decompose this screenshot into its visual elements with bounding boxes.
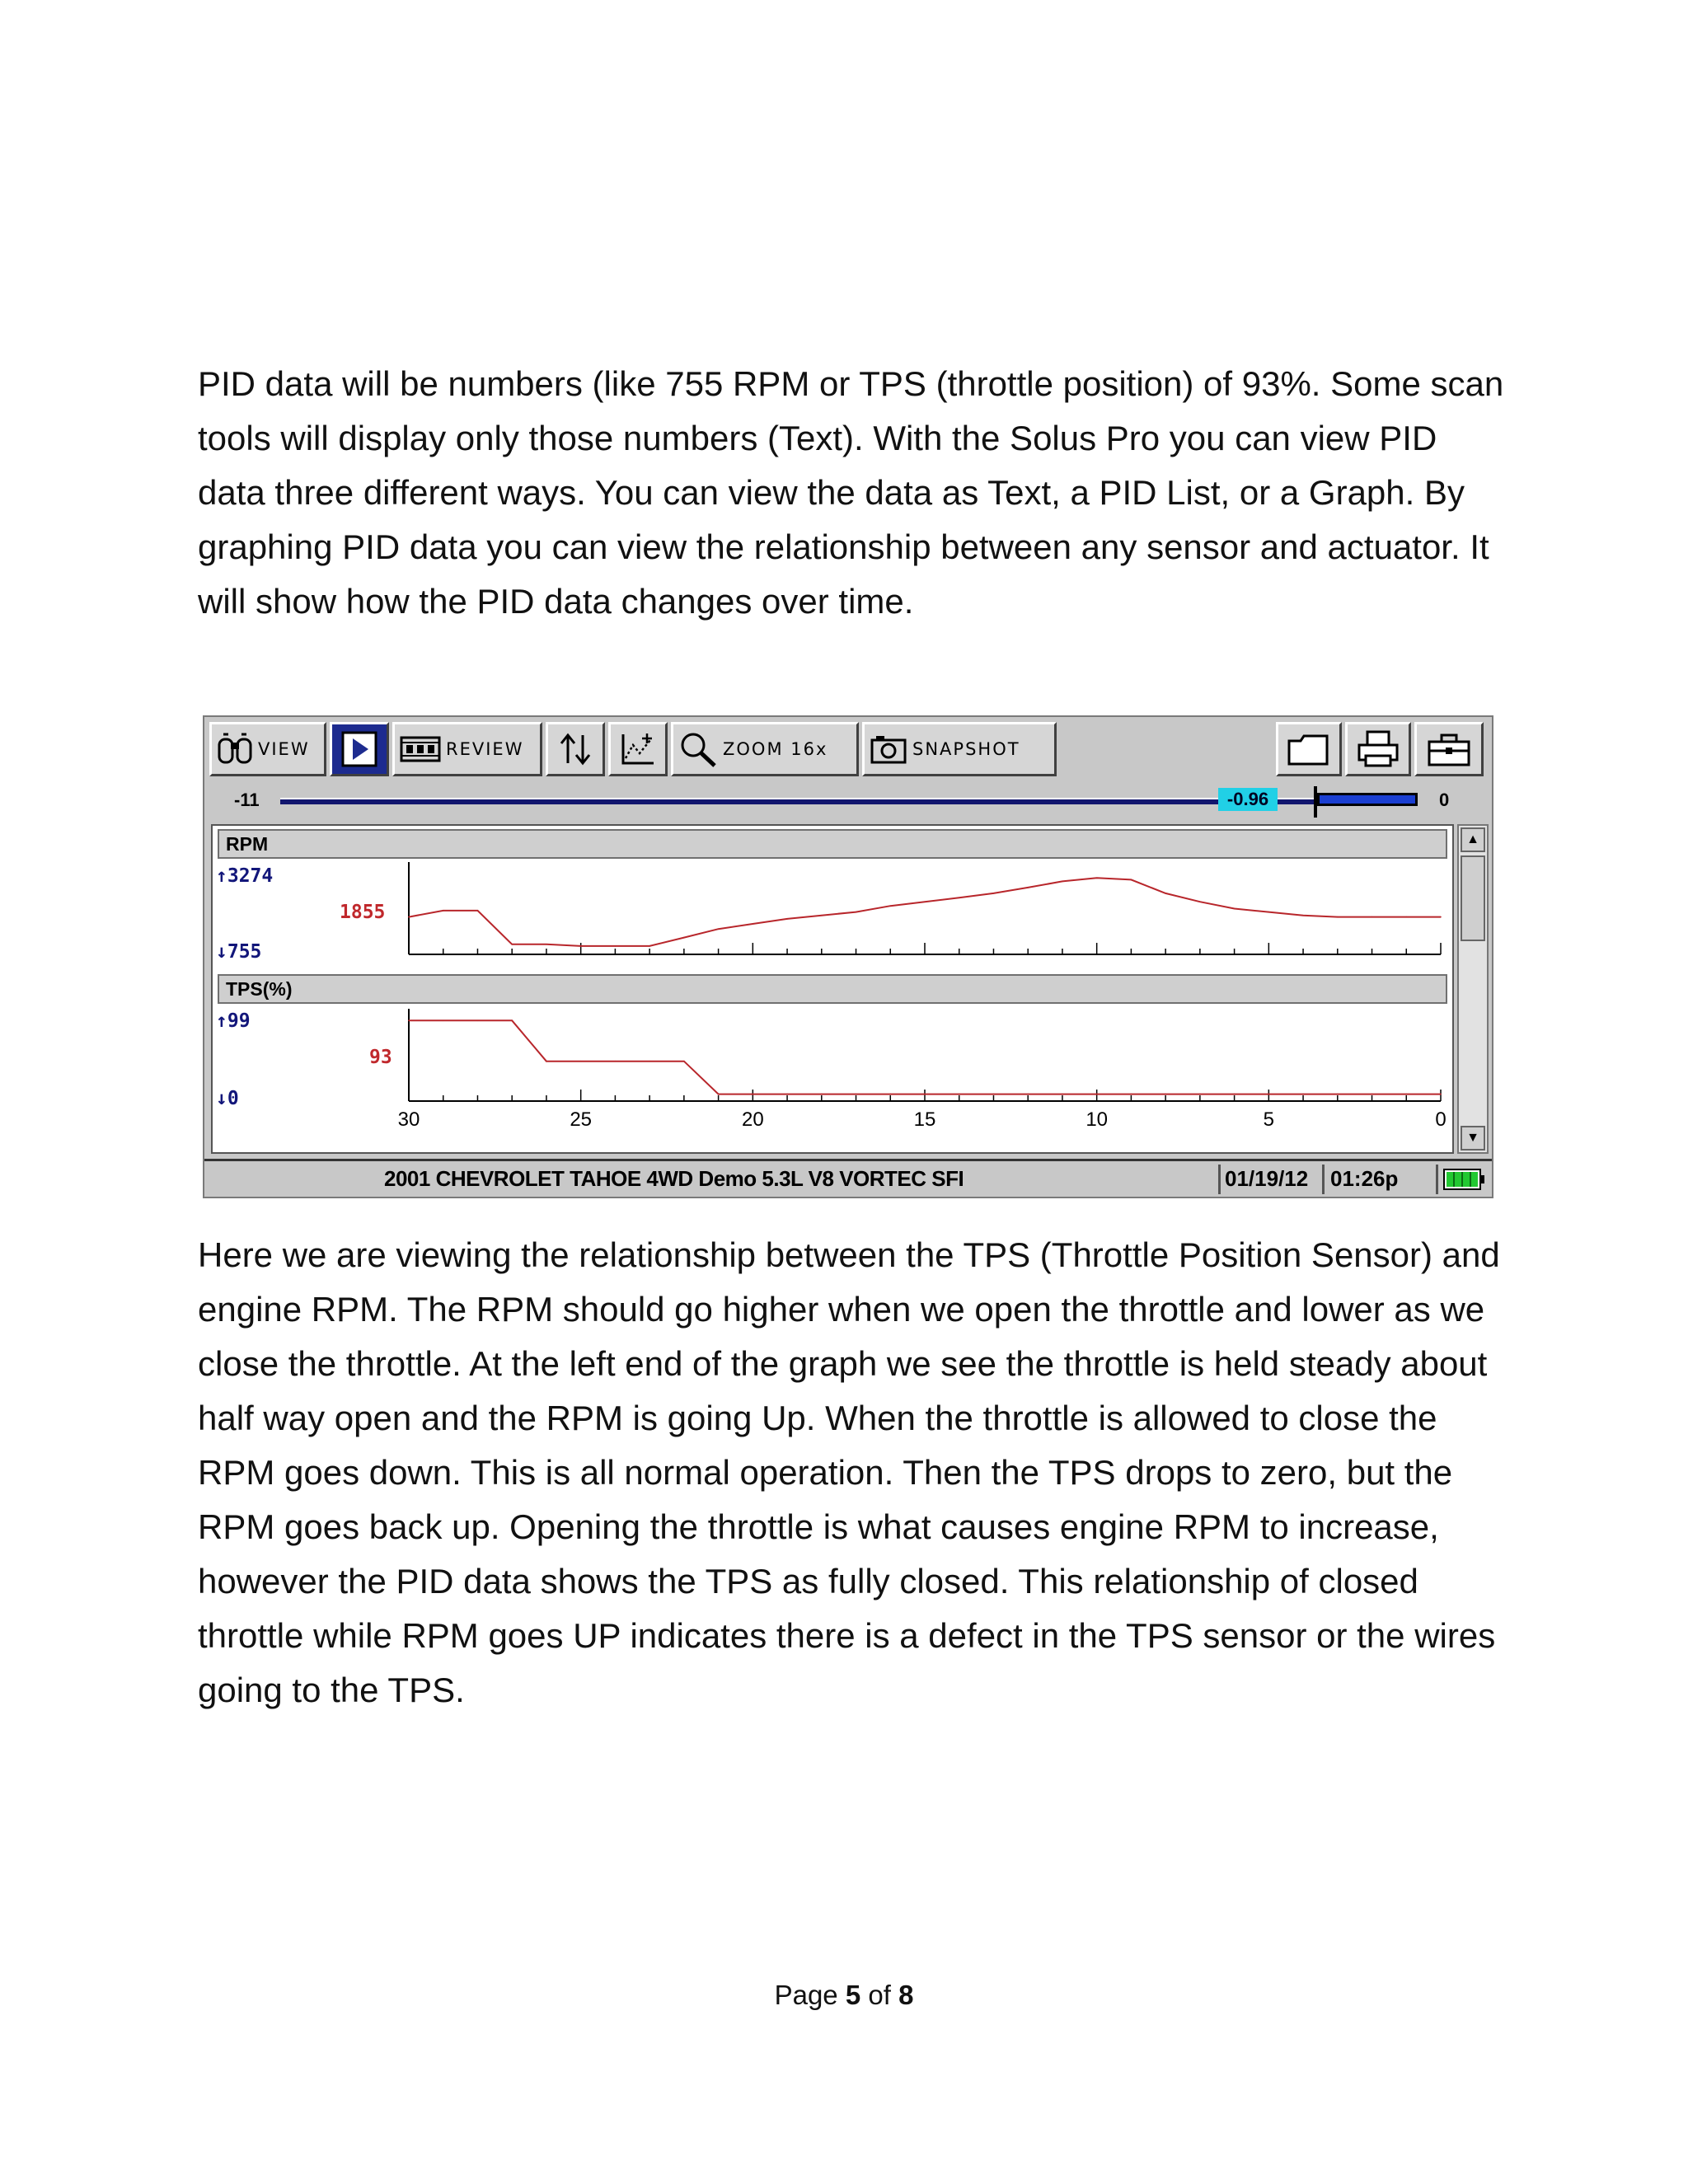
tps-data-point: [615, 1061, 617, 1062]
snapshot-label: SNAPSHOT: [912, 739, 1020, 759]
tps-data-point: [1302, 1094, 1304, 1095]
tps-data-point: [993, 1094, 995, 1095]
tps-data-point: [1337, 1094, 1339, 1095]
x-tick-label: 15: [913, 1108, 936, 1131]
tps-data-point: [1440, 1094, 1442, 1095]
status-bar: [204, 1159, 1492, 1197]
tps-data-point: [1165, 1094, 1166, 1095]
tps-data-point: [683, 1061, 685, 1062]
tps-data-point: [924, 1094, 926, 1095]
tps-data-point: [1234, 1094, 1236, 1095]
tps-data-point: [753, 1094, 754, 1095]
tps-max-label: ↑99: [216, 1010, 251, 1032]
tps-data-point: [821, 1094, 823, 1095]
zoom-label: ZOOM 16x: [723, 739, 828, 759]
rpm-data-point: [959, 898, 960, 899]
play-button[interactable]: [330, 722, 389, 776]
rpm-data-point: [443, 910, 444, 912]
rpm-data-point: [683, 937, 685, 939]
rpm-data-point: [649, 945, 650, 947]
tps-data-point: [959, 1094, 960, 1095]
rpm-data-point: [546, 944, 547, 945]
footer-page-total: 8: [898, 1980, 914, 2010]
folder-icon: [1286, 731, 1332, 767]
rpm-data-point: [718, 928, 720, 930]
scroll-up-icon[interactable]: ▲: [1461, 827, 1485, 852]
rpm-current-label: 1855: [340, 902, 386, 923]
rpm-data-point: [786, 918, 788, 920]
scroll-down-icon[interactable]: ▼: [1461, 1126, 1485, 1151]
intro-paragraph: PID data will be numbers (like 755 RPM or TPS (throttle position) of 93%. Some scan tools will display only those numbers (Text). With the Solus Pro you can view PID data three different ways. You can view the data as Text, a PID List, or a Graph. By graphing PID data you can view the relationship between any sensor and actuator. It will show how the PID data changes over time.: [198, 364, 1504, 621]
folder-button[interactable]: [1276, 722, 1342, 776]
rpm-data-point: [511, 944, 513, 945]
scroll-toggle-button[interactable]: [546, 722, 605, 776]
tps-data-point: [580, 1061, 582, 1062]
filmstrip-icon: [400, 733, 441, 766]
rpm-data-point: [1096, 878, 1098, 879]
tps-data-point: [1096, 1094, 1098, 1095]
x-tick-label: 10: [1085, 1108, 1109, 1131]
tps-data-point: [1406, 1094, 1408, 1095]
rpm-data-point: [1165, 893, 1166, 894]
tps-data-point: [649, 1061, 650, 1062]
tps-data-point: [890, 1094, 892, 1095]
tps-data-point: [1062, 1094, 1063, 1095]
binoculars-icon: [217, 731, 253, 767]
time-slider[interactable]: [204, 783, 1492, 816]
rpm-data-point: [856, 912, 857, 913]
rpm-data-point: [821, 915, 823, 916]
tools-button[interactable]: [1414, 722, 1484, 776]
tps-data-point: [856, 1094, 857, 1095]
tps-panel-header[interactable]: TPS(%): [218, 974, 1447, 1004]
vehicle-description: 2001 CHEVROLET TAHOE 4WD Demo 5.3L V8 VORTEC SFI: [384, 1166, 964, 1191]
rpm-data-point: [1234, 908, 1236, 910]
graph-cursor-button[interactable]: [608, 722, 668, 776]
rpm-data-point: [753, 923, 754, 925]
x-tick-label: 20: [741, 1108, 764, 1131]
tps-data-point: [546, 1061, 547, 1062]
explanation-paragraph: Here we are viewing the relationship between the TPS (Throttle Position Sensor) and engine RPM. The RPM should go higher when we open the throttle and lower as we close the throttle. At the left end of the graph we see the throttle is held steady about half way open and the RPM is going Up. When the throttle is allowed to close the RPM goes down. This is all normal operation. Then the TPS drops to zero, but the RPM goes back up. Opening the throttle is what causes engine RPM to increase, however the PID data shows the TPS as fully closed. This relationship of closed throttle while RPM goes UP indicates there is a defect in the TPS sensor or the wires going to the TPS.: [198, 1235, 1500, 1709]
rpm-data-point: [1027, 887, 1029, 888]
tps-data-point: [1131, 1094, 1132, 1095]
view-label: VIEW: [258, 739, 310, 759]
status-separator: [1322, 1165, 1325, 1194]
toolbox-icon: [1426, 730, 1472, 768]
rpm-data-point: [924, 901, 926, 902]
camera-icon: [870, 733, 907, 766]
review-button[interactable]: [392, 722, 542, 776]
x-tick-label: 30: [397, 1108, 420, 1131]
graph-cursor-icon: [619, 730, 657, 768]
tps-data-point: [511, 1020, 513, 1022]
rpm-data-point: [1440, 916, 1442, 918]
slider-current-value: -0.96: [1218, 788, 1278, 811]
rpm-trace-line: [409, 878, 1441, 946]
rpm-data-point: [1131, 879, 1132, 881]
print-button[interactable]: [1345, 722, 1411, 776]
tps-data-point: [1027, 1094, 1029, 1095]
graph-scrollbar[interactable]: [1457, 824, 1489, 1154]
zoom-button[interactable]: [671, 722, 859, 776]
pid-plot: [213, 826, 1452, 1152]
slider-max-value: 0: [1439, 790, 1450, 810]
x-tick-label: 0: [1435, 1108, 1447, 1131]
tps-data-point: [477, 1020, 479, 1022]
slider-min-value: -11: [234, 790, 260, 810]
rpm-data-point: [890, 905, 892, 907]
status-date: 01/19/12: [1225, 1166, 1309, 1191]
battery-icon: [1442, 1168, 1485, 1191]
rpm-data-point: [1199, 901, 1201, 902]
rpm-max-label: ↑3274: [216, 865, 274, 887]
footer-of-word: of: [868, 1980, 891, 2010]
rpm-min-label: ↓755: [216, 941, 262, 963]
tps-data-point: [1268, 1094, 1270, 1095]
footer-page-number: 5: [845, 1980, 861, 2010]
tps-current-label: 93: [369, 1047, 392, 1068]
x-tick-label: 5: [1263, 1108, 1275, 1131]
x-tick-label: 25: [570, 1108, 593, 1131]
magnifier-icon: [678, 730, 718, 768]
view-button[interactable]: [209, 722, 326, 776]
rpm-data-point: [993, 893, 995, 894]
scroll-thumb[interactable]: [1461, 855, 1485, 941]
tps-data-point: [408, 1020, 410, 1022]
tps-data-point: [443, 1020, 444, 1022]
rpm-data-point: [580, 945, 582, 947]
tps-data-point: [718, 1094, 720, 1095]
review-label: REVIEW: [446, 739, 524, 759]
rpm-data-point: [1302, 915, 1304, 916]
status-separator: [1436, 1165, 1438, 1194]
slider-window[interactable]: [1317, 793, 1418, 806]
tps-data-point: [1372, 1094, 1373, 1095]
status-separator: [1218, 1165, 1221, 1194]
scan-tool-screenshot: [203, 715, 1493, 1198]
play-icon: [340, 730, 378, 768]
tps-min-label: ↓0: [216, 1088, 239, 1109]
rpm-data-point: [408, 916, 410, 918]
tps-data-point: [786, 1094, 788, 1095]
rpm-data-point: [1406, 916, 1408, 918]
footer-page-word: Page: [774, 1980, 838, 2010]
pid-graph-area: [211, 824, 1454, 1154]
rpm-data-point: [615, 945, 617, 947]
rpm-data-point: [1062, 881, 1063, 883]
status-time: 01:26p: [1330, 1166, 1399, 1191]
rpm-panel-header[interactable]: RPM: [218, 829, 1447, 859]
rpm-data-point: [477, 910, 479, 912]
up-down-arrows-icon: [556, 730, 594, 768]
tps-trace-line: [409, 1020, 1441, 1094]
page-footer: [0, 1980, 1688, 2011]
rpm-data-point: [1337, 916, 1339, 918]
tps-data-point: [1199, 1094, 1201, 1095]
printer-icon: [1356, 729, 1400, 769]
snapshot-button[interactable]: [862, 722, 1057, 776]
slider-track[interactable]: [280, 798, 1335, 804]
rpm-data-point: [1372, 916, 1373, 918]
rpm-data-point: [1268, 912, 1270, 913]
